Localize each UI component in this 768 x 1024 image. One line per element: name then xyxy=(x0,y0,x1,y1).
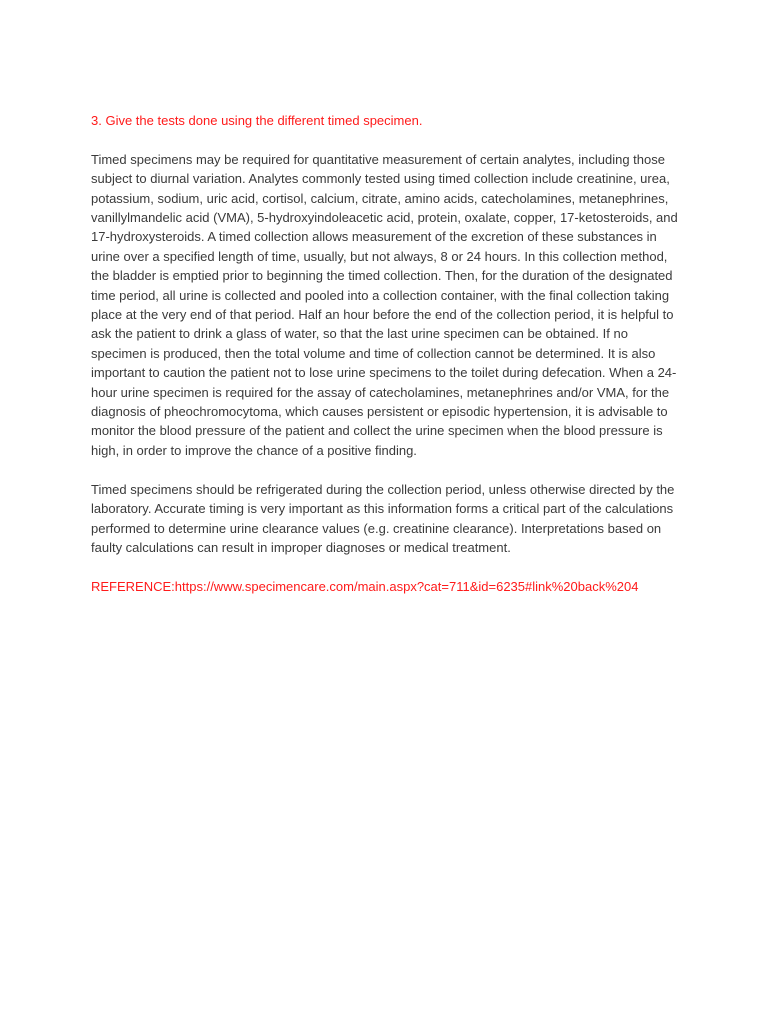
paragraph-timed-specimens: Timed specimens may be required for quantitative measurement of certain analytes, including those subject to diurnal variation. Analytes commonly tested using timed collection include creatinine, urea, potassium, sodium, uric acid, cortisol, calcium, citrate, amino acids, catecholamines, metanephrines, vanillylmandelic acid (VMA), 5-hydroxyindoleacetic acid, protein, oxalate, copper, 17-ketosteroids, and 17-hydroxysteroids. A timed collection allows measurement of the excretion of these substances in urine over a specified length of time, usually, but not always, 8 or 24 hours. In this collection method, the bladder is emptied prior to beginning the timed collection. Then, for the duration of the designated time period, all urine is collected and pooled into a collection container, with the final collection taking place at the very end of that period. Half an hour before the end of the collection period, it is helpful to ask the patient to drink a glass of water, so that the last urine specimen can be obtained. If no specimen is produced, then the total volume and time of collection cannot be determined. It is also important to caution the patient not to lose urine specimens to the toilet during defecation. When a 24-hour urine specimen is required for the assay of catecholamines, metanephrines and/or VMA, for the diagnosis of pheochromocytoma, which causes persistent or episodic hypertension, it is advisable to monitor the blood pressure of the patient and collect the urine specimen when the blood pressure is high, in order to improve the chance of a positive finding. xyxy=(91,151,678,458)
paragraph-refrigeration: Timed specimens should be refrigerated during the collection period, unless otherwise directed by the laboratory. Accurate timing is very important as this information forms a critical part of the calculations performed to determine urine clearance values (e.g. creatinine clearance). Interpretations based on faulty calculations can result in improper diagnoses or medical treatment. xyxy=(91,481,675,555)
question-heading: 3. Give the tests done using the different timed specimen. xyxy=(91,113,423,128)
document-body xyxy=(91,111,681,616)
reference-line: REFERENCE:https://www.specimencare.com/main.aspx?cat=711&id=6235#link%20back%204 xyxy=(91,578,639,594)
